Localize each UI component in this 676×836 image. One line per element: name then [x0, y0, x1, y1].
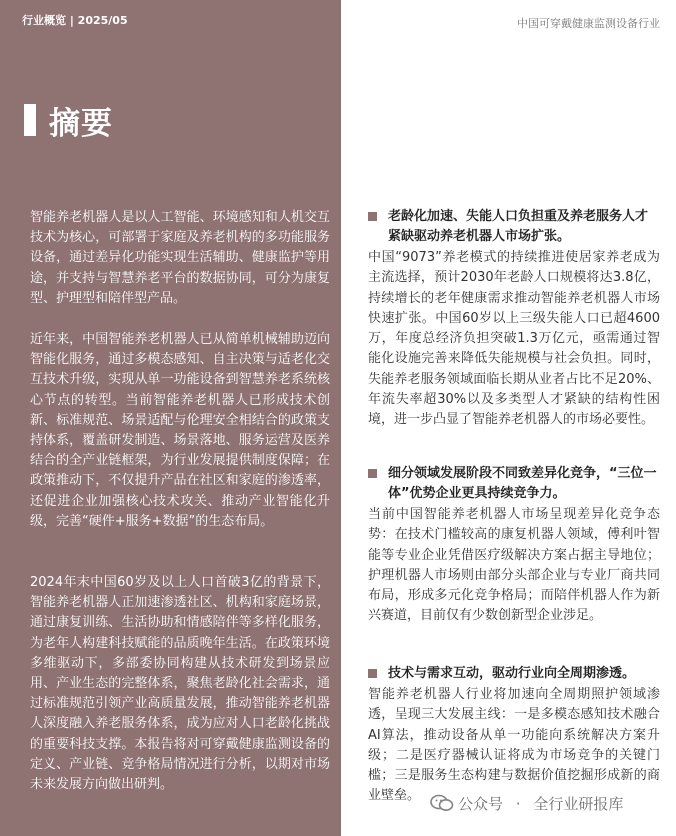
report-category-date: 行业概览 | 2025/05 — [22, 14, 128, 27]
summary-paragraph-2: 近年来，中国智能养老机器人已从简单机械辅助迈向智能化服务，通过多模态感知、自主决策与适老化交互技术升级，实现从单一功能设备到智慧养老系统核心节点的转型。当前智能养老机器人已形成技术创新、标准规范、场景适配与伦理安全相结合的政策支持体系，覆盖研发制造、场景落地、服务运营及医养结合的全产业链框架，为行业发展提供制度保障；在政策推动下，不仅提升产品在社区和家庭的渗透率，还促进企业加强核心技术攻关、推动产业智能化升级，完善“硬件+服务+数据”的生态布局。 — [30, 332, 330, 529]
watermark — [458, 793, 623, 814]
watermark-separator: · — [515, 795, 521, 813]
summary-paragraph-1: 智能养老机器人是以人工智能、环境感知和人机交互技术为核心，可部署于家庭及养老机构的多功能服务设备，通过差异化功能实现生活辅助、健康监护等用途，并支持与智慧养老平台的数据协同，可分为康复型、护理型和陪伴型产品。 — [30, 210, 330, 306]
summary-paragraph-3: 2024年末中国60岁及以上人口首破3亿的背景下，智能养老机器人正加速渗透社区、机构和家庭场景，通过康复训练、生活协助和情感陪伴等多样化服务，为老年人构建科技赋能的品质晚年生活。在政策环境多维驱动下，多部委协同构建从技术研发到场景应用、产业生态的完整体系，聚焦老龄化社会需求，通过标准规范引领产业高质量发展，推动智能养老机器人深度融入养老服务体系，成为应对人口老龄化挑战的重要科技支撑。本报告将对可穿戴健康监测设备的定义、产业链、竞争格局情况进行分析，以期对市场未来发展方向做出研判。 — [30, 575, 330, 793]
square-bullet-icon — [368, 212, 377, 221]
section-body: 当前中国智能养老机器人市场呈现差异化竞争态势：在技术门槛较高的康复机器人领域，傅利叶智能等专业企业凭借医疗级解决方案占据主导地位；护理机器人市场则由部分头部企业与专业厂商共同布局，形成多元化竞争格局；而陪伴机器人作为新兴赛道，目前仅有少数创新型企业涉足。 — [368, 507, 660, 624]
watermark-name: 全行业研报库 — [533, 795, 624, 813]
section-technology-trends — [368, 664, 660, 807]
watermark-brand: 公众号 — [458, 795, 504, 813]
page-title: 摘要 — [49, 106, 113, 142]
section-body: 中国“9073”养老模式的持续推进使居家养老成为主流选择，预计2030年老龄人口规模将达3.8亿，持续增长的老年健康需求推动智能养老机器人市场快速扩张。中国60岁以上三级失能人口已超4600万，年度总经济负担突破1.3万亿元，亟需通过智能化设施完善来降低失能规模与社会负担。同时，失能养老服务领域面临长期从业者占比不足20%、年流失率超30%以及多类型人才紧缺的结构性困境，进一步凸显了智能养老机器人的市场必要性。 — [368, 250, 660, 428]
section-title: 细分领域发展阶段不同致差异化竞争，“三位一体”优势企业更具持续竞争力。 — [388, 466, 657, 501]
wechat-icon — [430, 794, 454, 812]
section-aging-drivers — [368, 207, 660, 431]
section-competition — [368, 464, 660, 627]
section-title: 老龄化加速、失能人口负担重及养老服务人才紧缺驱动养老机器人市场扩张。 — [388, 209, 649, 244]
section-heading — [368, 664, 660, 684]
report-industry-title: 中国可穿戴健康监测设备行业 — [517, 17, 660, 30]
section-title: 技术与需求互动，驱动行业向全周期渗透。 — [388, 666, 636, 681]
section-body: 智能养老机器人行业将加速向全周期照护领域渗透，呈现三大发展主线：一是多模态感知技术融合AI算法，推动设备从单一功能向系统解决方案升级；二是医疗器械认证将成为市场竞争的关键门槛；三是服务生态构建与数据价值挖掘形成新的商业壁垒。 — [368, 687, 660, 804]
square-bullet-icon — [368, 669, 377, 678]
square-bullet-icon — [368, 469, 377, 478]
section-heading — [368, 464, 660, 504]
title-accent-bar — [24, 104, 36, 136]
section-heading — [368, 207, 660, 247]
